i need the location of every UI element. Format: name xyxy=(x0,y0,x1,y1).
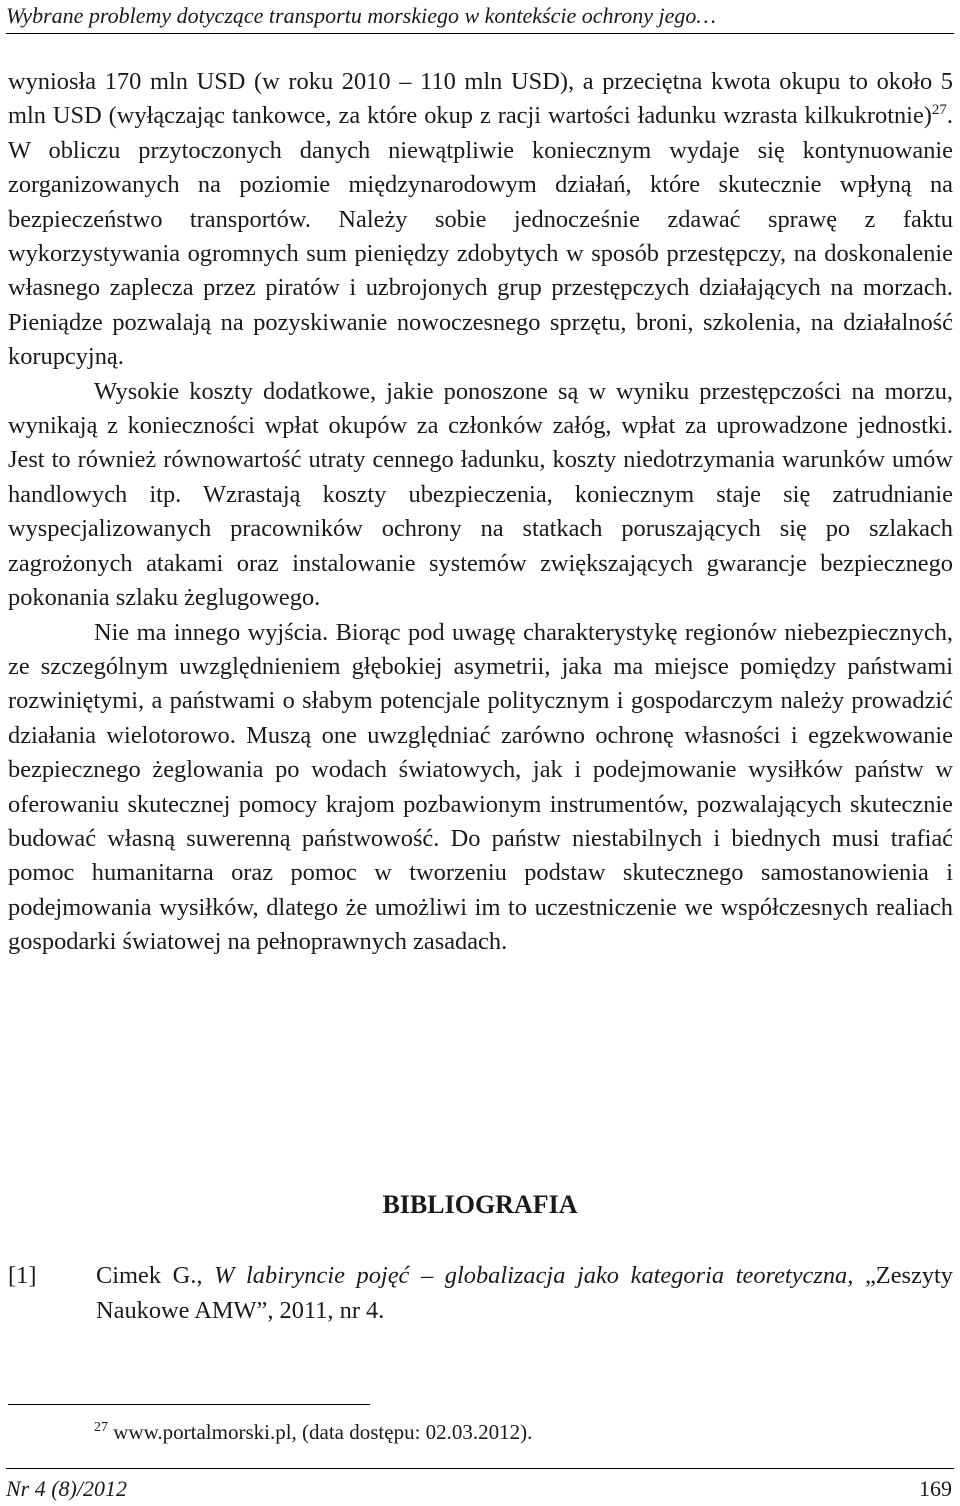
bibliography-entry-author: Cimek G., xyxy=(96,1262,215,1289)
paragraph-2: Wysokie koszty dodatkowe, jakie ponoszone są w wyniku przestępczości na morzu, wynikają z konieczności wpłat okupów za członków załóg, wpłat za uprowadzone jednostki. Jest to również równowartość utraty cennego ładunku, koszty niedotrzymania warunków umów handlowych itp. Wzrastają koszty ubezpieczenia, koniecznym staje się zatrudnianie wyspecjalizowanych pracowników ochrony na statkach poruszających się po szlakach zagrożonych atakami oraz instalowanie systemów zwiększających gwarancje bezpiecznego pokonania szlaku żeglugowego. xyxy=(8,377,953,612)
footer-issue: Nr 4 (8)/2012 xyxy=(6,1476,127,1501)
page-footer xyxy=(6,1468,954,1503)
footnote-reference: 27 xyxy=(931,102,947,119)
running-header xyxy=(6,2,954,34)
bibliography-entry-source: „Zeszyty Naukowe AMW”, 2011, nr 4. xyxy=(96,1262,953,1324)
footnote xyxy=(94,1418,532,1446)
page-number: 169 xyxy=(919,1476,952,1501)
bibliography-entry-title: W labiryncie pojęć – globalizacja jako kategoria teoretyczna, xyxy=(214,1262,854,1289)
body-text xyxy=(8,65,953,960)
paragraph-1-part-b: . W obliczu przytoczonych danych niewątpliwie koniecznym wydaje się kontynuowanie zorganizowanych na poziomie międzynarodowym działań, które skutecznie wpłyną na bezpieczeństwo transportów. Należy sobie jednocześnie zdawać sprawę z faktu wykorzystywania ogromnych sum pieniędzy zdobytych w sposób przestępczy, na doskonalenie własnego zaplecza przez piratów i uzbrojonych grup przestępczych działających na morzach. Pieniądze pozwalają na pozyskiwanie nowoczesnego sprzętu, broni, szkolenia, na działalność korupcyjną. xyxy=(8,102,953,371)
bibliography-entry-number: [1] xyxy=(8,1262,37,1289)
bibliography-entry xyxy=(8,1258,953,1328)
footnote-text: www.portalmorski.pl, (data dostępu: 02.03.2012). xyxy=(108,1420,533,1444)
bibliography-heading: BIBLIOGRAFIA xyxy=(382,1190,578,1219)
paragraph-3: Nie ma innego wyjścia. Biorąc pod uwagę charakterystykę regionów niebezpiecznych, ze szczególnym uwzględnieniem głębokiej asymetrii, jaka ma miejsce pomiędzy państwami rozwiniętymi, a państwami o słabym potencjale politycznym i gospodarczym należy prowadzić działania wielotorowo. Muszą one uwzględniać zarówno ochronę własności i egzekwowanie bezpiecznego żeglowania po wodach światowych, jak i podejmowanie wysiłków państw w oferowaniu skutecznej pomocy krajom pozbawionym instrumentów, pozwalających skutecznie budować własną suwerenną państwowość. Do państw niestabilnych i biednych musi trafiać pomoc humanitarna oraz pomoc w tworzeniu podstaw skutecznego samostanowienia i podejmowania wysiłków, dlatego że umożliwi im to uczestniczenie we współczesnych realiach gospodarki światowej na pełnoprawnych zasadach. xyxy=(8,618,953,956)
footnote-number: 27 xyxy=(94,1420,108,1435)
running-title: Wybrane problemy dotyczące transportu morskiego w kontekście ochrony jego… xyxy=(6,3,716,28)
bibliography-entry-text xyxy=(96,1258,953,1328)
paragraph-1 xyxy=(8,65,953,375)
paragraph-1-part-a: wyniosła 170 mln USD (w roku 2010 – 110 mln USD), a przeciętna kwota okupu to około 5 mln USD (wyłączając tankowce, za które okup z racji wartości ładunku wzrasta kilkukrotnie) xyxy=(8,68,953,130)
footnote-separator xyxy=(8,1404,370,1405)
